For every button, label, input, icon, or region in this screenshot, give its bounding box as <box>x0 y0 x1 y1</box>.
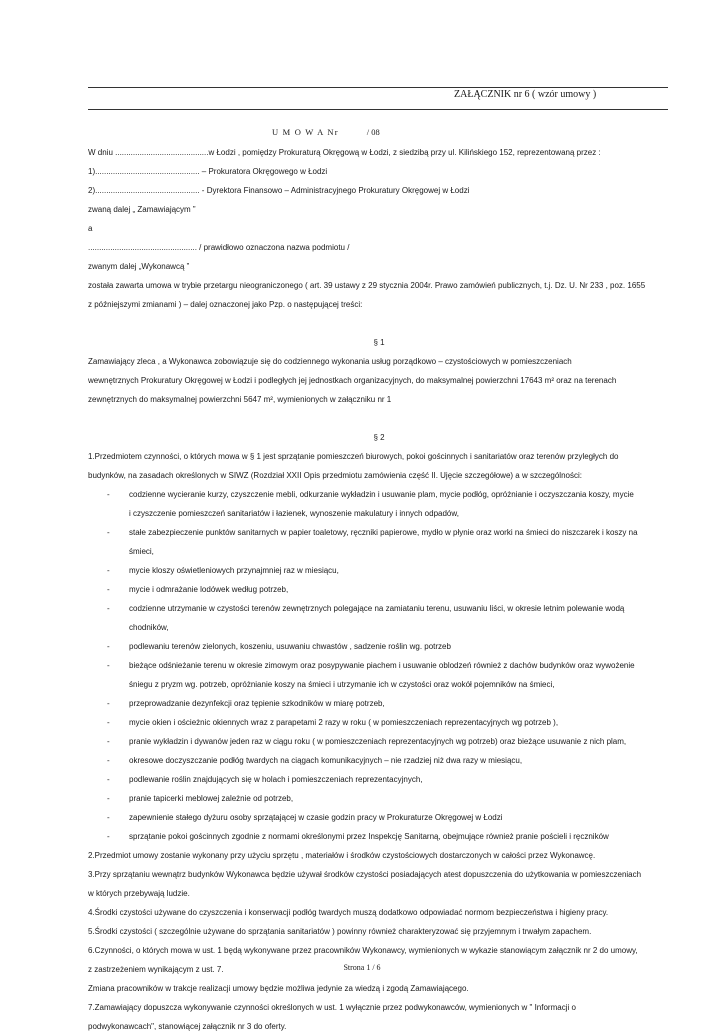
section-2-paragraph-line: podwykonawcach", stanowiącej załącznik nr 3 do oferty. <box>88 1022 287 1031</box>
section-2-list <box>88 485 670 846</box>
list-item: - mycie i odmrażanie lodówek według potrzeb, <box>88 580 670 599</box>
list-item: chodników, <box>129 623 169 632</box>
section-2-intro-line: 1.Przedmiotem czynności, o których mowa w § 1 jest sprzątanie pomieszczeń biurowych, pokoi gościnnych i sanitariatów oraz terenów przyległych do <box>88 452 619 461</box>
section-1-line: zewnętrznych do maksymalnej powierzchni 5647 m², wymienionych w załączniku nr 1 <box>88 395 392 404</box>
intro-line: z późniejszymi zmianami ) – dalej oznaczonej jako Pzp. o następującej treści: <box>88 300 363 309</box>
list-item: - podlewanie roślin znajdujących się w holach i pomieszczeniach reprezentacyjnych, <box>88 770 670 789</box>
contract-intro <box>88 143 670 314</box>
intro-line: ................................................. / prawidłowo oznaczona nazwa podmiotu / <box>88 243 350 252</box>
list-item: - okresowe doczyszczanie podłóg twardych na ciągach komunikacyjnych – nie rzadziej niż dwa razy w miesiącu, <box>88 751 670 770</box>
list-item: i czyszczenie pomieszczeń sanitariatów i łazienek, wynoszenie makulatury i innych odpadów, <box>129 509 459 518</box>
intro-line: zwanym dalej „Wykonawcą ” <box>88 262 190 271</box>
intro-line: 2)............................................... - Dyrektora Finansowo – Administracyjnego Prokuratury Okręgowej w Łodzi <box>88 186 470 195</box>
section-2-paragraph-line: 3.Przy sprzątaniu wewnątrz budynków Wykonawca będzie używał środków czystości posiadających atest dopuszczenia do użytkowania w pomieszczeniach <box>88 870 642 879</box>
header-bottom-rule <box>88 109 668 110</box>
list-item: - pranie wykładzin i dywanów jeden raz w ciągu roku ( w pomieszczeniach reprezentacyjnych wg potrzeb) oraz bieżące usuwanie z nich plam, <box>88 732 670 751</box>
intro-line: zwaną dalej „ Zamawiającym ” <box>88 205 196 214</box>
section-1-line: Zamawiający zleca , a Wykonawca zobowiązuje się do codziennego wykonania usług porządkowo – czystościowych w pomieszczeniach <box>88 357 572 366</box>
list-item: - bieżące odśnieżanie terenu w okresie zimowym oraz posypywanie piachem i usuwanie oblodzeń również z dachów budynków oraz wywożenie <box>88 656 670 675</box>
section-1-text <box>88 352 670 409</box>
list-item: śmieci, <box>129 547 154 556</box>
intro-line: a <box>88 224 93 233</box>
contract-body <box>88 143 670 1036</box>
page-number: Strona 1 / 6 <box>343 963 381 972</box>
list-item: - zapewnienie stałego dyżuru osoby sprzątającej w czasie godzin pracy w Prokuraturze Okręgowej w Łodzi <box>88 808 670 827</box>
contract-title-label: U M O W A Nr <box>272 127 339 137</box>
list-item: - pranie tapicerki meblowej zależnie od potrzeb, <box>88 789 670 808</box>
section-2-paragraph-line: w których przebywają ludzie. <box>88 889 190 898</box>
contract-title <box>272 127 380 137</box>
list-item: - podlewaniu terenów zielonych, koszeniu, usuwaniu chwastów , sadzenie roślin wg. potrzeb <box>88 637 670 656</box>
intro-line: 1)............................................... – Prokuratora Okręgowego w Łodzi <box>88 167 328 176</box>
list-item: - stałe zabezpieczenie punktów sanitarnych w papier toaletowy, ręczniki papierowe, mydło w płynie oraz worki na śmieci do niszczarek i koszy na <box>88 523 670 542</box>
list-item: - przeprowadzanie dezynfekcji oraz tępienie szkodników w miarę potrzeb, <box>88 694 670 713</box>
section-2-heading: § 2 <box>373 433 385 442</box>
list-item: - mycie okien i ościeżnic okiennych wraz z parapetami 2 razy w roku ( w pomieszczeniach reprezentacyjnych wg potrzeb ), <box>88 713 670 732</box>
section-2-paragraphs <box>88 846 670 1036</box>
section-2-paragraph-line: 7.Zamawiający dopuszcza wykonywanie czynności określonych w ust. 1 wyłącznie przez podwykonawców, wymienionych w " Informacji o <box>88 1003 576 1012</box>
contract-number: / 08 <box>366 127 380 137</box>
section-2-paragraph-line: z zastrzeżeniem wynikającym z ust. 7. <box>88 965 224 974</box>
section-1-heading: § 1 <box>373 338 385 347</box>
list-item: - sprzątanie pokoi gościnnych zgodnie z normami określonymi przez Inspekcję Sanitarną, obejmujące również pranie pościeli i ręczników <box>88 827 670 846</box>
list-item: - codzienne wycieranie kurzy, czyszczenie mebli, odkurzanie wykładzin i usuwanie plam, mycie podłóg, opróżnianie i oczyszczania koszy, mycie <box>88 485 670 504</box>
section-2-paragraph-line: Zmiana pracowników w trakcje realizacji umowy będzie możliwa jedynie za wiedzą i zgodą Zamawiającego. <box>88 984 469 993</box>
intro-line: W dniu ..........................................w Łodzi , pomiędzy Prokuraturą Okręgową w Łodzi, z siedzibą przy ul. Kilińskiego 152, reprezentowaną przez : <box>88 148 601 157</box>
section-2-paragraph-line: 6.Czynności, o których mowa w ust. 1 będą wykonywane przez pracowników Wykonawcy, wymienionych w wykazie stanowiącym załącznik nr 2 do umowy, <box>88 946 638 955</box>
header-top-rule <box>88 87 668 88</box>
section-2-intro <box>88 447 670 485</box>
attachment-header: ZAŁĄCZNIK nr 6 ( wzór umowy ) <box>454 89 597 100</box>
section-2-paragraph-line: 5.Środki czystości ( szczególnie używane do sprzątania sanitariatów ) powinny również charakteryzować się przyjemnym i trwałym zapachem. <box>88 927 592 936</box>
list-item: - codzienne utrzymanie w czystości terenów zewnętrznych polegające na zamiataniu terenu, usuwaniu liści, w okresie letnim polewanie wodą <box>88 599 670 618</box>
section-2-intro-line: budynków, na zasadach określonych w SIWZ (Rozdział XXII Opis przedmiotu zamówienia część II. Ujęcie szczegółowe) a w szczególności: <box>88 471 582 480</box>
intro-line: została zawarta umowa w trybie przetargu nieograniczonego ( art. 39 ustawy z 29 stycznia 2004r. Prawo zamówień publicznych, t.j. Dz. U. Nr 233 , poz. 1655 <box>88 281 646 290</box>
list-item: śniegu z pryzm wg. potrzeb, opróżnianie koszy na śmieci i utrzymanie ich w czystości oraz wokół pojemników na śmieci, <box>129 680 555 689</box>
section-2-paragraph-line: 2.Przedmiot umowy zostanie wykonany przy użyciu sprzętu , materiałów i środków czystościowych dostarczonych w całości przez Wykonawcę. <box>88 851 596 860</box>
section-1-line: wewnętrznych Prokuratury Okręgowej w Łodzi i podległych jej jednostkach organizacyjnych, do maksymalnej powierzchni 17643 m² oraz na terenach <box>88 376 617 385</box>
section-2-paragraph-line: 4.Środki czystości używane do czyszczenia i konserwacji podłóg twardych muszą dodatkowo odpowiadać normom bezpieczeństwa i higieny pracy. <box>88 908 609 917</box>
list-item: - mycie kloszy oświetleniowych przynajmniej raz w miesiącu, <box>88 561 670 580</box>
